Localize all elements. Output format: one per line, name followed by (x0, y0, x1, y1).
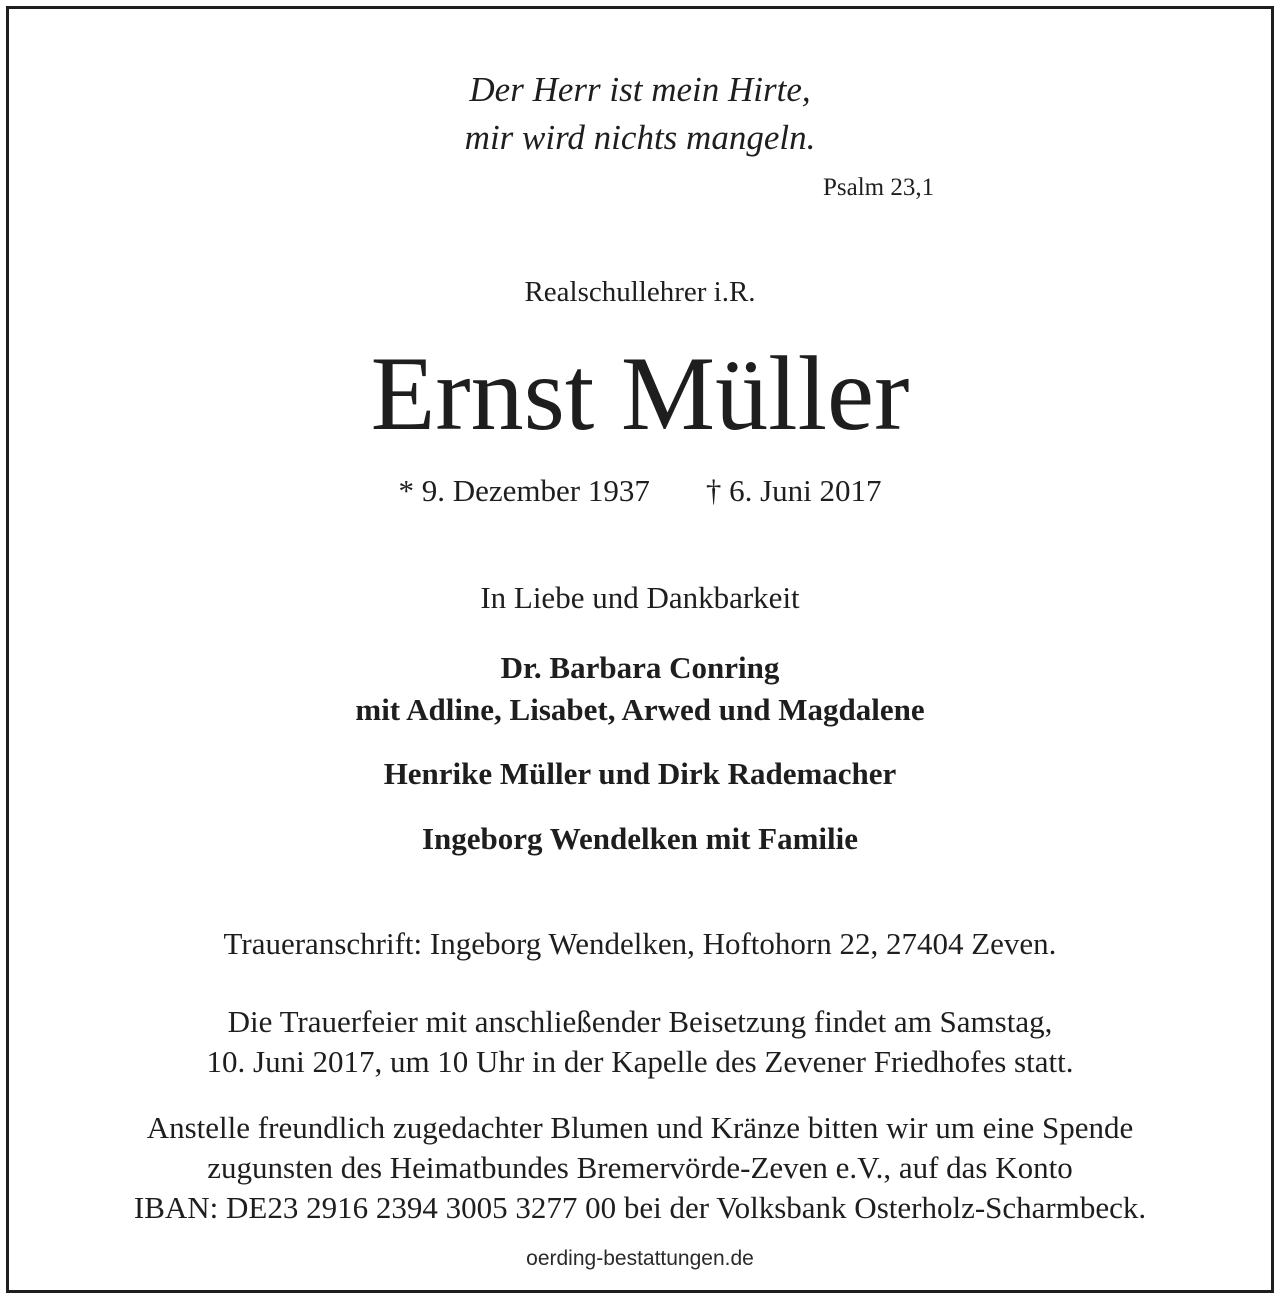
psalm-line-2: mir wird nichts mangeln. (464, 118, 816, 157)
ceremony-line: Die Trauerfeier mit anschließender Beisetzung findet am Samstag, (227, 1004, 1053, 1039)
ceremony-line: 10. Juni 2017, um 10 Uhr in der Kapelle des Zevener Friedhofes statt. (206, 1044, 1074, 1079)
death-date: † 6. Juni 2017 (705, 473, 882, 508)
deceased-occupation: Realschullehrer i.R. (524, 276, 756, 308)
life-dates (0, 469, 1280, 513)
psalm-reference: Psalm 23,1 (823, 174, 935, 201)
mourner-line: Henrike Müller und Dirk Rademacher (383, 756, 897, 791)
birth-date: * 9. Dezember 1937 (398, 473, 650, 508)
funeral-home-url[interactable]: oerding-bestattungen.de (526, 1247, 754, 1270)
mourner-line: Dr. Barbara Conring (500, 650, 780, 685)
farewell-line: In Liebe und Dankbarkeit (480, 580, 800, 615)
donation-line: Anstelle freundlich zugedachter Blumen und Kränze bitten wir um eine Spende (146, 1110, 1134, 1145)
psalm-line-1: Der Herr ist mein Hirte, (469, 70, 811, 109)
deceased-name: Ernst Müller (370, 335, 910, 452)
mourner-line: Ingeborg Wendelken mit Familie (421, 821, 858, 856)
mourner-line: mit Adline, Lisabet, Arwed und Magdalene (355, 692, 925, 727)
donation-line: zugunsten des Heimatbundes Bremervörde-Zeven e.V., auf das Konto (207, 1150, 1073, 1185)
donation-line: IBAN: DE23 2916 2394 3005 3277 00 bei der Volksbank Osterholz-Scharmbeck. (133, 1190, 1147, 1225)
mourning-address: Traueranschrift: Ingeborg Wendelken, Hoftohorn 22, 27404 Zeven. (223, 926, 1057, 961)
